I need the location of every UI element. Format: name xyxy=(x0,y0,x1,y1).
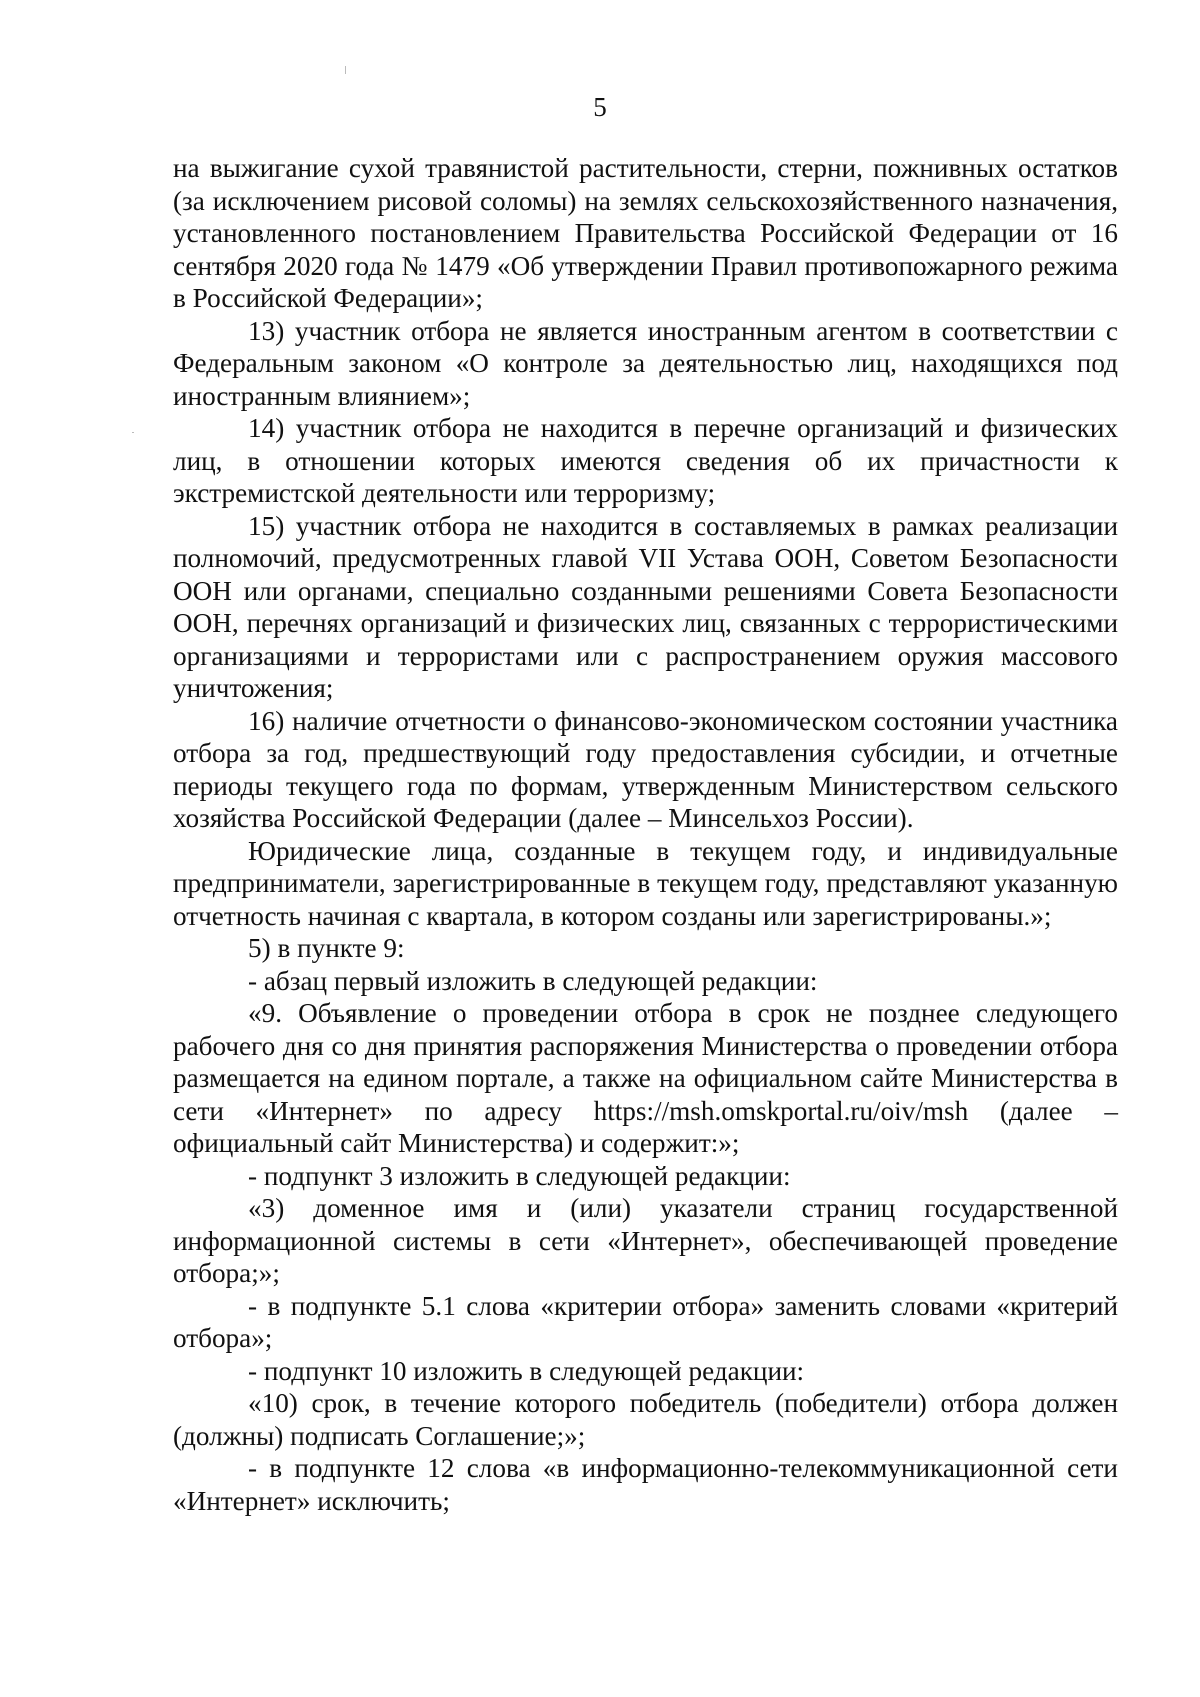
page-number: 5 xyxy=(593,92,607,122)
paragraph-subpoint-5-1: - в подпункте 5.1 слова «критерии отбора» заменить словами «критерий отбора»; xyxy=(173,1290,1118,1353)
paragraph-subpoint-3: - подпункт 3 изложить в следующей редакции: xyxy=(248,1160,791,1191)
scan-speck xyxy=(132,432,134,433)
paragraph-item-15: 15) участник отбора не находится в составляемых в рамках реализации полномочий, предусмотренных главой VII Устава ООН, Советом Безопасности ООН или органами, специально созданными решениями Совета Безопасности ООН, перечнях организаций и физических лиц, связанных с террористическими организациями и террористами или с распространением оружия массового уничтожения; xyxy=(173,510,1118,703)
paragraph-quote-3: «3) доменное имя и (или) указатели страниц государственной информационной системы в сети «Интернет», обеспечивающей проведение отбора;»; xyxy=(173,1193,1118,1288)
paragraph-continuation: на выжигание сухой травянистой растительности, стерни, пожнивных остатков (за исключением рисовой соломы) на землях сельскохозяйственного назначения, установленного постановлением Правительства Российской Федерации от 16 сентября 2020 года № 1479 «Об утверждении Правил противопожарного режима в Российской Федерации»; xyxy=(173,153,1118,313)
paragraph-quote-10: «10) срок, в течение которого победитель (победители) отбора должен (должны) подписать Соглашение;»; xyxy=(173,1388,1118,1451)
paragraph-item-13: 13) участник отбора не является иностранным агентом в соответствии с Федеральным законом «О контроле за деятельностью лиц, находящихся под иностранным влиянием»; xyxy=(173,315,1118,411)
paragraph-item-14: 14) участник отбора не находится в перечне организаций и физических лиц, в отношении которых имеются сведения об их причастности к экстремистской деятельности или терроризму; xyxy=(173,413,1118,508)
paragraph-subpoint-10: - подпункт 10 изложить в следующей редакции: xyxy=(248,1355,805,1386)
paragraph-item-16: 16) наличие отчетности о финансово-экономическом состоянии участника отбора за год, предшествующий году предоставления субсидии, и отчетные периоды текущего года по формам, утвержденным Министерством сельского хозяйства Российской Федерации (далее – Минсельхоз России). xyxy=(173,705,1118,833)
paragraph-point-5: 5) в пункте 9: xyxy=(248,933,405,963)
scan-speck xyxy=(345,66,346,74)
paragraph-legal-entities: Юридические лица, созданные в текущем году, и индивидуальные предприниматели, зарегистрированные в текущем году, представляют указанную отчетность начиная с квартала, в котором созданы или зарегистрированы.»; xyxy=(173,835,1118,931)
paragraph-abzac-first: - абзац первый изложить в следующей редакции: xyxy=(248,965,818,996)
document-body xyxy=(173,152,1118,1517)
paragraph-subpoint-12: - в подпункте 12 слова «в информационно-телекоммуникационной сети «Интернет» исключить; xyxy=(173,1453,1118,1516)
paragraph-quote-9: «9. Объявление о проведении отбора в срок не позднее следующего рабочего дня со дня принятия распоряжения Министерства о проведении отбора размещается на едином портале, а также на официальном сайте Министерства в сети «Интернет» по адресу https://msh.omskportal.ru/oiv/msh (далее – официальный сайт Министерства) и содержит:»; xyxy=(173,998,1118,1158)
